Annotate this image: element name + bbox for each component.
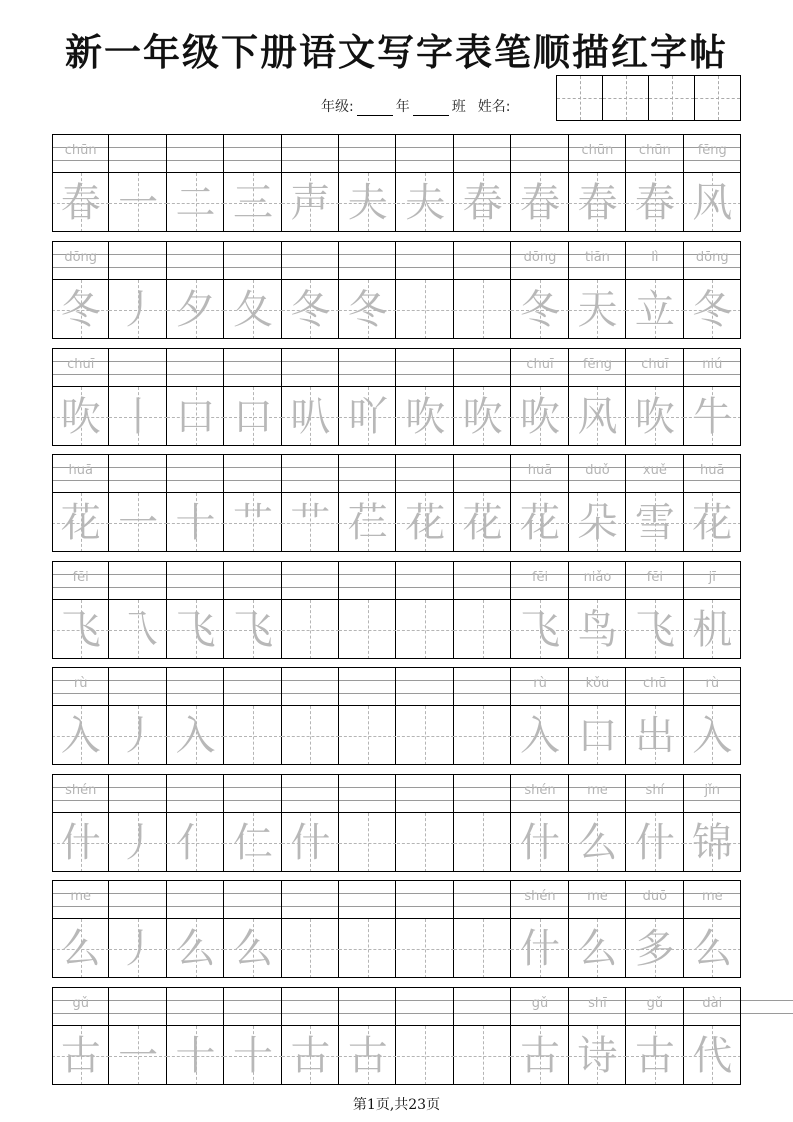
tian-zi-ge-cell[interactable] <box>167 600 224 659</box>
tian-zi-ge-cell[interactable] <box>684 1026 741 1085</box>
tian-zi-ge-cell[interactable] <box>569 600 626 659</box>
trace-character: 花 <box>692 500 733 546</box>
trace-character: 么 <box>175 926 216 972</box>
tian-zi-ge-cell[interactable] <box>569 706 626 765</box>
pinyin-text: jǐn <box>704 783 721 798</box>
trace-character: 飞 <box>634 607 675 653</box>
tian-zi-ge-cell[interactable] <box>454 387 511 446</box>
pinyin-text: dōng <box>64 250 98 265</box>
tian-zi-ge-cell[interactable] <box>109 387 166 446</box>
tian-zi-ge-cell[interactable] <box>511 919 568 978</box>
pinyin-text: chuī <box>641 357 669 372</box>
trace-character: 么 <box>232 926 273 972</box>
pinyin-text: shén <box>65 783 97 798</box>
trace-character: 古 <box>347 1033 388 1079</box>
name-cell[interactable] <box>649 76 695 120</box>
pinyin-text: chuī <box>67 357 95 372</box>
tian-zi-ge-cell[interactable] <box>52 919 109 978</box>
pinyin-text: chūn <box>638 143 671 158</box>
name-label: 姓名: <box>477 99 511 115</box>
tian-zi-ge-cell[interactable] <box>52 706 109 765</box>
trace-character: 风 <box>577 394 618 440</box>
trace-character: 吹 <box>60 394 101 440</box>
trace-character: 花 <box>405 500 446 546</box>
tian-zi-ge-cell[interactable] <box>397 493 454 552</box>
tian-zi-ge-cell[interactable] <box>339 493 396 552</box>
tian-zi-ge-cell[interactable] <box>569 493 626 552</box>
tian-zi-ge-cell[interactable] <box>569 813 626 872</box>
pinyin-text: fēi <box>646 570 663 585</box>
trace-character: 多 <box>634 926 675 972</box>
pinyin-text: huā <box>527 463 553 478</box>
tian-zi-ge-cell[interactable] <box>339 1026 396 1085</box>
pinyin-text: lì <box>651 250 659 265</box>
pinyin-text: shén <box>524 783 556 798</box>
tian-zi-ge-cell[interactable] <box>224 600 281 659</box>
trace-character: 朵 <box>577 500 618 546</box>
name-cell[interactable] <box>603 76 649 120</box>
trace-character: 丿 <box>118 926 159 972</box>
name-cell[interactable] <box>557 76 603 120</box>
pinyin-text: chuī <box>526 357 554 372</box>
tian-zi-ge-cell[interactable] <box>569 919 626 978</box>
practice-row <box>52 880 741 978</box>
trace-character: 花 <box>462 500 503 546</box>
pinyin-text: me <box>701 889 723 904</box>
tian-zi-ge-cell[interactable] <box>684 493 741 552</box>
trace-character: 雪 <box>634 500 675 546</box>
student-info-line <box>320 96 511 116</box>
tian-zi-ge-cell[interactable] <box>626 919 683 978</box>
trace-character: 吹 <box>634 394 675 440</box>
trace-character: 诗 <box>577 1033 618 1079</box>
tian-zi-ge-cell[interactable] <box>167 1026 224 1085</box>
trace-character: 丿 <box>118 820 159 866</box>
pinyin-text: gǔ <box>72 996 89 1011</box>
practice-row <box>52 561 741 659</box>
trace-character: 冬 <box>60 287 101 333</box>
trace-character: 亻 <box>175 820 216 866</box>
tian-zi-ge-cell[interactable] <box>569 173 626 232</box>
trace-character: 么 <box>60 926 101 972</box>
trace-character: 仁 <box>232 820 273 866</box>
pinyin-text: jī <box>708 570 716 585</box>
tian-zi-ge-cell[interactable] <box>52 600 109 659</box>
trace-character: 十 <box>175 500 216 546</box>
trace-character: 飞 <box>175 607 216 653</box>
trace-character: 一 <box>118 1033 159 1079</box>
trace-character: 出 <box>634 713 675 759</box>
practice-row <box>52 987 741 1085</box>
trace-character: 么 <box>577 926 618 972</box>
name-writing-box[interactable] <box>556 75 741 121</box>
name-cell[interactable] <box>695 76 740 120</box>
tian-zi-ge-cell[interactable] <box>511 493 568 552</box>
trace-character: 么 <box>577 820 618 866</box>
trace-character: 冬 <box>692 287 733 333</box>
trace-character: 一 <box>118 500 159 546</box>
trace-character: 锦 <box>692 820 733 866</box>
tian-zi-ge-cell[interactable] <box>339 173 396 232</box>
pinyin-text: duǒ <box>585 463 610 478</box>
tian-zi-ge-cell[interactable] <box>511 706 568 765</box>
tian-zi-ge-cell[interactable] <box>109 493 166 552</box>
tian-zi-ge-cell[interactable] <box>626 706 683 765</box>
tian-zi-ge-cell[interactable] <box>224 387 281 446</box>
tian-zi-ge-cell[interactable] <box>511 173 568 232</box>
grade-label: 年级: <box>321 99 354 115</box>
pinyin-text: fēng <box>697 143 727 158</box>
tian-zi-ge-cell[interactable] <box>52 280 109 339</box>
tian-zi-ge-cell[interactable] <box>684 919 741 978</box>
trace-character: 古 <box>290 1033 331 1079</box>
pinyin-text: gǔ <box>646 996 664 1011</box>
tian-zi-ge-cell[interactable] <box>167 919 224 978</box>
trace-character: 什 <box>520 926 561 972</box>
tian-zi-ge-cell[interactable] <box>339 280 396 339</box>
trace-character: 芢 <box>347 500 388 546</box>
trace-character: 春 <box>634 180 675 226</box>
pinyin-text: chū <box>643 676 667 691</box>
tian-zi-ge-cell[interactable] <box>684 813 741 872</box>
pinyin-text: huā <box>68 463 93 478</box>
trace-character: 三 <box>232 180 273 226</box>
tian-zi-ge-cell[interactable] <box>511 280 568 339</box>
trace-character: 夂 <box>232 287 273 333</box>
tian-zi-ge-cell[interactable] <box>684 706 741 765</box>
pinyin-text: me <box>587 889 608 904</box>
trace-character: 一 <box>118 180 159 226</box>
pinyin-text: niú <box>702 357 723 372</box>
pinyin-text: shén <box>524 889 556 904</box>
trace-character: 飞 <box>232 607 273 653</box>
tian-zi-ge-cell[interactable] <box>224 173 281 232</box>
tian-zi-ge-cell[interactable] <box>109 600 166 659</box>
page-number: 第1页,共23页 <box>352 1097 441 1113</box>
tian-zi-ge-cell[interactable] <box>454 173 511 232</box>
tian-zi-ge-cell[interactable] <box>397 173 454 232</box>
tian-zi-ge-cell[interactable] <box>109 280 166 339</box>
tian-zi-ge-cell[interactable] <box>167 706 224 765</box>
trace-character: 春 <box>60 180 101 226</box>
trace-character: 飞 <box>520 607 561 653</box>
pinyin-text: dài <box>702 996 723 1011</box>
tian-zi-ge-cell[interactable] <box>167 387 224 446</box>
tian-zi-ge-cell[interactable] <box>569 387 626 446</box>
tian-zi-ge-cell[interactable] <box>109 706 166 765</box>
trace-character: 什 <box>520 820 561 866</box>
pinyin-text: huā <box>700 463 725 478</box>
tian-zi-ge-cell[interactable] <box>282 493 339 552</box>
trace-character: 入 <box>520 713 561 759</box>
tian-zi-ge-cell[interactable] <box>282 1026 339 1085</box>
trace-character: 吹 <box>520 394 561 440</box>
tian-zi-ge-cell[interactable] <box>454 493 511 552</box>
trace-character: 什 <box>634 820 675 866</box>
tian-zi-ge-cell[interactable] <box>626 813 683 872</box>
trace-character: 丿 <box>118 287 159 333</box>
tian-zi-ge-cell[interactable] <box>224 813 281 872</box>
tian-zi-ge-cell[interactable] <box>626 600 683 659</box>
pinyin-text: rù <box>73 676 88 691</box>
tian-zi-ge-cell[interactable] <box>569 1026 626 1085</box>
trace-character: 十 <box>175 1033 216 1079</box>
pinyin-text: gǔ <box>531 996 549 1011</box>
tian-zi-ge-cell[interactable] <box>511 1026 568 1085</box>
trace-character: 春 <box>520 180 561 226</box>
tian-zi-ge-cell[interactable] <box>52 493 109 552</box>
pinyin-text: fēng <box>582 357 612 372</box>
tian-zi-ge-cell[interactable] <box>167 280 224 339</box>
trace-character: 乁 <box>118 607 159 653</box>
tian-zi-ge-cell[interactable] <box>109 919 166 978</box>
class-label: 班 <box>451 99 466 115</box>
page-title: 新一年级下册语文写字表笔顺描红字帖 <box>65 30 728 74</box>
tian-zi-ge-cell[interactable] <box>339 387 396 446</box>
trace-character: 二 <box>175 180 216 226</box>
tian-zi-ge-cell[interactable] <box>52 173 109 232</box>
tian-zi-ge-cell[interactable] <box>52 387 109 446</box>
trace-character: 声 <box>290 180 331 226</box>
tian-zi-ge-cell[interactable] <box>167 813 224 872</box>
practice-row <box>52 241 741 339</box>
pinyin-text: me <box>587 783 608 798</box>
tian-zi-ge-cell[interactable] <box>626 173 683 232</box>
tian-zi-ge-cell[interactable] <box>626 280 683 339</box>
tian-zi-ge-cell[interactable] <box>397 387 454 446</box>
trace-character: 夫 <box>405 180 446 226</box>
trace-character: 吹 <box>405 394 446 440</box>
tian-zi-ge-cell[interactable] <box>684 280 741 339</box>
trace-character: 花 <box>520 500 561 546</box>
trace-character: 机 <box>692 607 733 653</box>
trace-character: 入 <box>692 713 733 759</box>
pinyin-text: kǒu <box>585 676 610 691</box>
pinyin-text: chūn <box>64 143 97 158</box>
tian-zi-ge-cell[interactable] <box>52 813 109 872</box>
tian-zi-ge-cell[interactable] <box>109 173 166 232</box>
trace-character: 代 <box>692 1033 733 1079</box>
trace-character: 夫 <box>347 180 388 226</box>
tian-zi-ge-cell[interactable] <box>167 173 224 232</box>
trace-character: 口 <box>232 394 273 440</box>
year-label: 年 <box>395 99 410 115</box>
practice-row <box>52 667 741 765</box>
tian-zi-ge-cell[interactable] <box>224 280 281 339</box>
tian-zi-ge-cell[interactable] <box>167 493 224 552</box>
trace-character: 古 <box>60 1033 101 1079</box>
trace-character: 丿 <box>118 713 159 759</box>
pinyin-text: dōng <box>523 250 557 265</box>
pinyin-text: dōng <box>695 250 729 265</box>
tian-zi-ge-cell[interactable] <box>626 1026 683 1085</box>
trace-character: 叭 <box>290 394 331 440</box>
trace-character: 花 <box>60 500 101 546</box>
pinyin-text: rù <box>533 676 547 691</box>
pinyin-text: me <box>70 889 92 904</box>
pinyin-text: xuě <box>642 463 667 478</box>
tian-zi-ge-cell[interactable] <box>224 493 281 552</box>
trace-character: 古 <box>520 1033 561 1079</box>
trace-character: 春 <box>462 180 503 226</box>
trace-character: 冬 <box>347 287 388 333</box>
trace-character: 鸟 <box>577 607 618 653</box>
trace-character: 艹 <box>232 500 273 546</box>
trace-character: 口 <box>175 394 216 440</box>
trace-character: 立 <box>634 287 675 333</box>
grade-blank[interactable] <box>357 101 393 116</box>
tian-zi-ge-cell[interactable] <box>52 1026 109 1085</box>
tian-zi-ge-cell[interactable] <box>626 387 683 446</box>
trace-character: 入 <box>60 713 101 759</box>
pinyin-text: shí <box>645 783 665 798</box>
pinyin-text: fēi <box>531 570 549 585</box>
tian-zi-ge-cell[interactable] <box>684 387 741 446</box>
class-blank[interactable] <box>413 101 449 116</box>
trace-character: 飞 <box>60 607 101 653</box>
trace-character: 牛 <box>692 394 733 440</box>
tian-zi-ge-cell[interactable] <box>511 387 568 446</box>
tian-zi-ge-cell[interactable] <box>109 813 166 872</box>
tian-zi-ge-cell[interactable] <box>684 173 741 232</box>
trace-character: 吖 <box>347 394 388 440</box>
practice-row <box>52 134 741 232</box>
tian-zi-ge-cell[interactable] <box>282 813 339 872</box>
trace-character: 夕 <box>175 287 216 333</box>
trace-character: 古 <box>634 1033 675 1079</box>
pinyin-text: rù <box>705 676 720 691</box>
tian-zi-ge-cell[interactable] <box>109 1026 166 1085</box>
tian-zi-ge-cell[interactable] <box>224 919 281 978</box>
trace-character: 口 <box>577 713 618 759</box>
tian-zi-ge-cell[interactable] <box>684 600 741 659</box>
tian-zi-ge-cell[interactable] <box>224 1026 281 1085</box>
tian-zi-ge-cell[interactable] <box>569 280 626 339</box>
pinyin-text: fēi <box>72 570 89 585</box>
pinyin-text: tiān <box>584 250 610 265</box>
tian-zi-ge-cell[interactable] <box>511 813 568 872</box>
trace-character: 丨 <box>118 394 159 440</box>
trace-character: 春 <box>577 180 618 226</box>
trace-character: 风 <box>692 180 733 226</box>
trace-character: 入 <box>175 713 216 759</box>
tian-zi-ge-cell[interactable] <box>282 173 339 232</box>
practice-row <box>52 454 741 552</box>
trace-character: 什 <box>290 820 331 866</box>
trace-character: 什 <box>60 820 101 866</box>
trace-character: 冬 <box>290 287 331 333</box>
tian-zi-ge-cell[interactable] <box>511 600 568 659</box>
tian-zi-ge-cell[interactable] <box>282 280 339 339</box>
trace-character: 么 <box>692 926 733 972</box>
trace-character: 冬 <box>520 287 561 333</box>
pinyin-text: duō <box>642 889 668 904</box>
trace-character: 吹 <box>462 394 503 440</box>
tian-zi-ge-cell[interactable] <box>626 493 683 552</box>
practice-row <box>52 774 741 872</box>
tian-zi-ge-cell[interactable] <box>282 387 339 446</box>
pinyin-text: niǎo <box>583 570 612 585</box>
trace-character: 十 <box>232 1033 273 1079</box>
pinyin-text: shī <box>588 996 607 1011</box>
trace-character: 天 <box>577 287 618 333</box>
pinyin-text: chūn <box>581 143 614 158</box>
trace-character: 艹 <box>290 500 331 546</box>
practice-row <box>52 348 741 446</box>
